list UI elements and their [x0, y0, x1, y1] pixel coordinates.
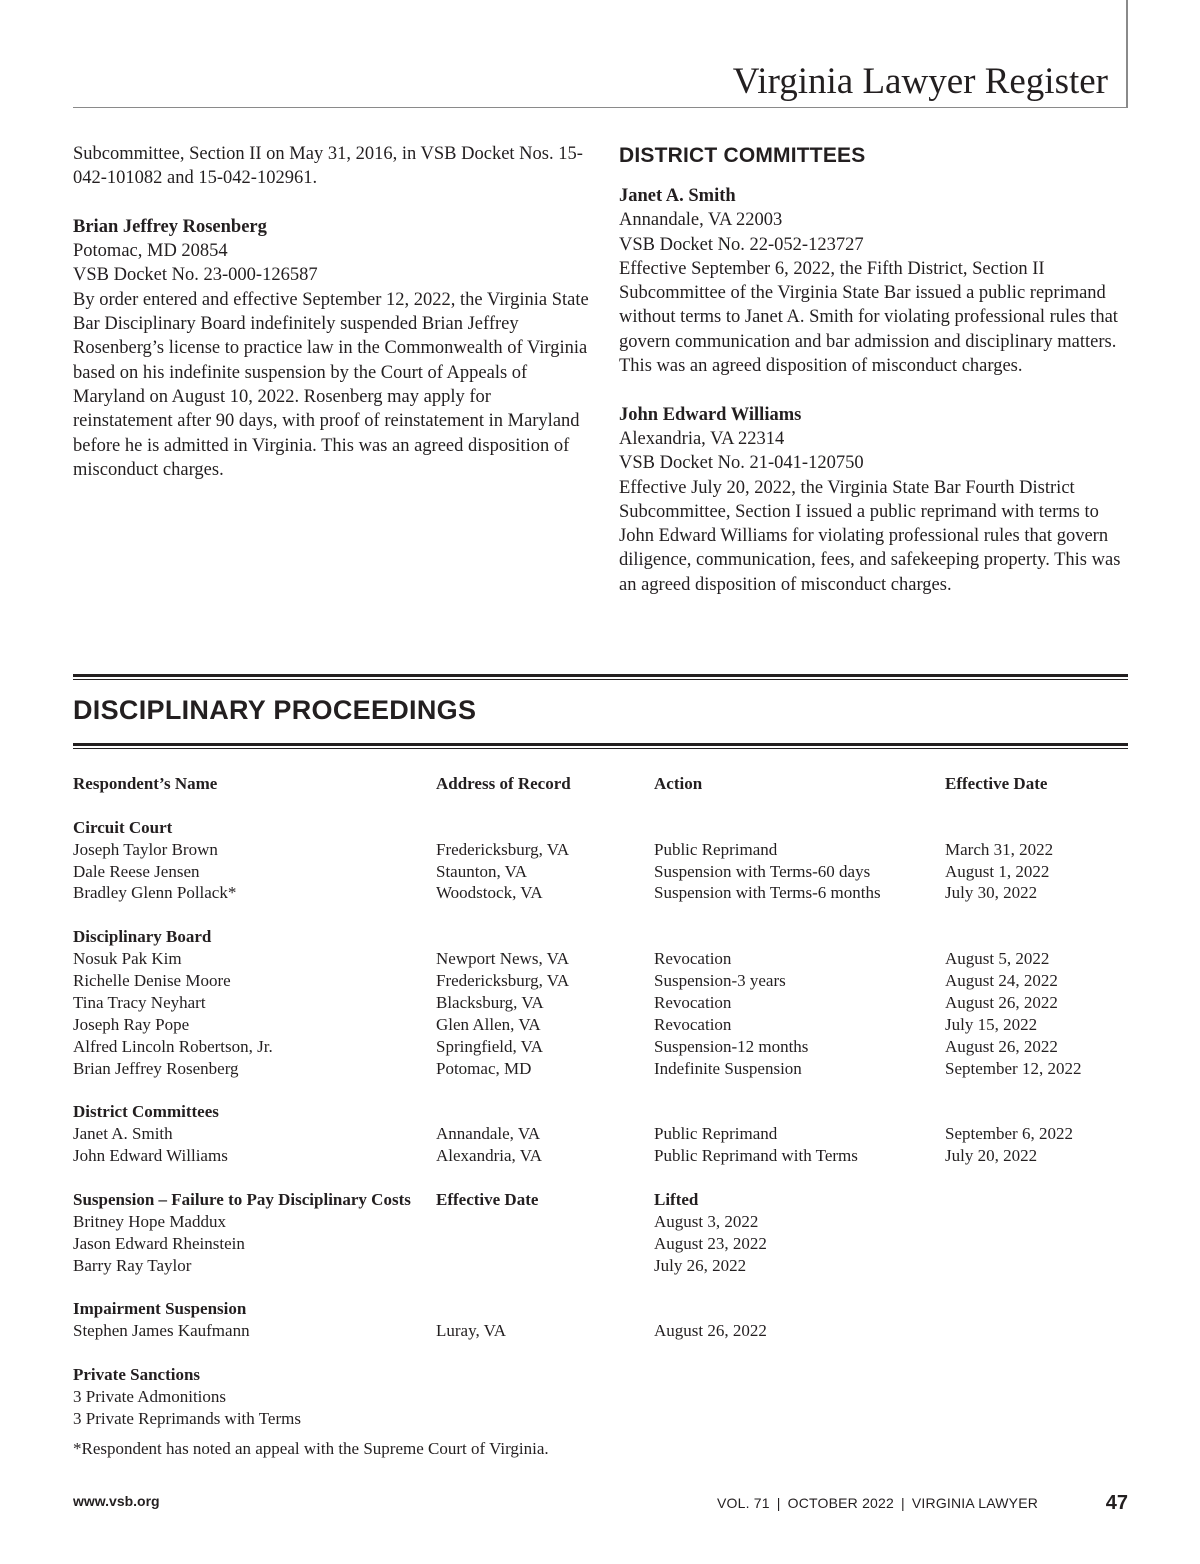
action: Suspension with Terms-6 months — [654, 883, 881, 903]
effective-date: August 5, 2022 — [945, 949, 1050, 969]
proceedings-heading: DISCIPLINARY PROCEEDINGS — [73, 695, 477, 725]
lifted-date: August 3, 2022 — [654, 1211, 759, 1231]
action: Revocation — [654, 992, 732, 1012]
entry-name: Brian Jeffrey Rosenberg — [73, 216, 267, 237]
entry-name: John Edward Williams — [619, 404, 802, 425]
effective-date: July 15, 2022 — [945, 1014, 1038, 1034]
address: Blacksburg, VA — [436, 992, 544, 1012]
district-committees-heading: DISTRICT COMMITTEES — [619, 144, 866, 167]
address: Woodstock, VA — [436, 883, 543, 903]
footer-separator: | — [776, 1495, 781, 1511]
group-label: Disciplinary Board — [73, 927, 212, 947]
left-column — [73, 142, 593, 482]
footnote: *Respondent has noted an appeal with the Supreme Court of Virginia. — [73, 1439, 549, 1458]
group-heading — [73, 1189, 1128, 1211]
page-number: 47 — [1105, 1492, 1128, 1514]
respondent-name: Dale Reese Jensen — [73, 861, 200, 881]
action: Public Reprimand — [654, 839, 778, 859]
group-heading — [73, 1298, 1128, 1320]
entry-body: By order entered and effective September 12, 2022, the Virginia State Bar Disciplinary Board indefinitely suspended Brian Jeffrey Rosenberg’s license to practice law in the Commonwealth of Virginia based on his indefinite suspension by the Court of Appeals of Maryland on August 10, 2022. Rosenberg may apply for reinstatement after 90 days, with proof of reinstatement in Maryland before he is admitted in Virginia. This was an agreed disposition of misconduct charges. — [73, 289, 589, 480]
footer-publication-info — [717, 1495, 1038, 1511]
header-rule — [73, 107, 1128, 108]
group-label: Suspension – Failure to Pay Disciplinary Costs — [73, 1189, 411, 1209]
respondent-name: Tina Tracy Neyhart — [73, 992, 206, 1012]
section-divider — [73, 743, 1128, 749]
group-heading — [73, 817, 1128, 839]
column-header: Action — [654, 774, 703, 793]
footer-issue: OCTOBER 2022 — [787, 1495, 895, 1511]
table-row — [73, 1211, 1128, 1233]
address: Glen Allen, VA — [436, 1014, 541, 1034]
table-row — [73, 1058, 1128, 1080]
proceedings-table — [73, 773, 1128, 1430]
entry-location: Potomac, MD 20854 — [73, 241, 228, 262]
table-row — [73, 839, 1128, 861]
address: Fredericksburg, VA — [436, 839, 570, 859]
effective-date: September 6, 2022 — [945, 1124, 1073, 1144]
respondent-name: Nosuk Pak Kim — [73, 949, 182, 969]
footer-separator: | — [901, 1495, 905, 1511]
table-row — [73, 1255, 1128, 1277]
page-title: Virginia Lawyer Register — [732, 61, 1108, 102]
address: Luray, VA — [436, 1321, 507, 1341]
action: Indefinite Suspension — [654, 1058, 802, 1078]
respondent-name: Barry Ray Taylor — [73, 1255, 192, 1275]
respondent-name: Britney Hope Maddux — [73, 1211, 226, 1231]
entry-body: Effective July 20, 2022, the Virginia State Bar Fourth District Subcommittee, Section I issued a public reprimand with terms to John Edward Williams for violating professional rules that govern diligence, communication, fees, and safekeeping property. This was an agreed disposition of misconduct charges. — [619, 477, 1121, 595]
group-label: District Committees — [73, 1102, 219, 1122]
effective-date: August 26, 2022 — [945, 1036, 1058, 1056]
sanction-count: 3 Private Reprimands with Terms — [73, 1408, 301, 1428]
list-item — [73, 1386, 1128, 1408]
respondent-name: Stephen James Kaufmann — [73, 1321, 250, 1341]
action: Revocation — [654, 1014, 732, 1034]
entry-location: Alexandria, VA 22314 — [619, 428, 785, 449]
effective-date: September 12, 2022 — [945, 1058, 1082, 1078]
effective-date: July 30, 2022 — [945, 883, 1038, 903]
action: Revocation — [654, 949, 732, 969]
address: Newport News, VA — [436, 949, 570, 969]
column-header: Respondent’s Name — [73, 774, 218, 793]
table-row — [73, 948, 1128, 970]
header-vertical-rule — [1126, 0, 1128, 108]
section-divider — [73, 674, 1128, 680]
group-label: Circuit Court — [73, 817, 173, 837]
column-header: Lifted — [654, 1189, 699, 1209]
address: Staunton, VA — [436, 861, 528, 881]
entry-docket: VSB Docket No. 23-000-126587 — [73, 265, 318, 286]
effective-date: August 24, 2022 — [945, 971, 1058, 991]
action: Public Reprimand with Terms — [654, 1146, 858, 1166]
respondent-name: Joseph Taylor Brown — [73, 839, 218, 859]
column-header: Effective Date — [436, 1189, 539, 1209]
entry-docket: VSB Docket No. 21-041-120750 — [619, 453, 864, 474]
entry-body: Effective September 6, 2022, the Fifth District, Section II Subcommittee of the Virginia State Bar issued a public reprimand without terms to Janet A. Smith for violating professional rules that govern communication and bar admission and disciplinary matters. This was an agreed disposition of misconduct charges. — [619, 258, 1118, 377]
action: Public Reprimand — [654, 1124, 778, 1144]
respondent-name: Janet A. Smith — [73, 1124, 173, 1144]
right-column — [619, 142, 1129, 597]
column-header: Address of Record — [436, 774, 571, 793]
respondent-name: Bradley Glenn Pollack* — [73, 883, 237, 903]
table-row — [73, 882, 1128, 904]
respondent-name: Joseph Ray Pope — [73, 1014, 190, 1034]
group-label: Private Sanctions — [73, 1365, 201, 1385]
table-row — [73, 861, 1128, 883]
address: Potomac, MD — [436, 1058, 532, 1078]
action: Suspension-12 months — [654, 1036, 809, 1056]
respondent-name: Richelle Denise Moore — [73, 971, 231, 991]
footer-publication: VIRGINIA LAWYER — [911, 1495, 1039, 1511]
table-row — [73, 992, 1128, 1014]
action: Suspension-3 years — [654, 971, 786, 991]
group-label: Impairment Suspension — [73, 1299, 247, 1319]
group-heading — [73, 1364, 1128, 1386]
effective-date: August 26, 2022 — [945, 992, 1058, 1012]
table-row — [73, 1123, 1128, 1145]
lifted-date: August 23, 2022 — [654, 1233, 767, 1253]
effective-date: August 26, 2022 — [654, 1321, 767, 1341]
continuation-paragraph: Subcommittee, Section II on May 31, 2016, in VSB Docket Nos. 15-042-101082 and 15-042-102961. — [73, 144, 583, 189]
address: Fredericksburg, VA — [436, 971, 570, 991]
respondent-name: Alfred Lincoln Robertson, Jr. — [73, 1036, 273, 1056]
list-item — [73, 1408, 1128, 1430]
table-row — [73, 1036, 1128, 1058]
respondent-name: John Edward Williams — [73, 1146, 228, 1166]
entry-name: Janet A. Smith — [619, 186, 736, 206]
respondent-name: Jason Edward Rheinstein — [73, 1233, 245, 1253]
table-row — [73, 970, 1128, 992]
address: Annandale, VA — [436, 1124, 541, 1144]
respondent-name: Brian Jeffrey Rosenberg — [73, 1058, 239, 1078]
table-row — [73, 1145, 1128, 1167]
footer-url[interactable]: www.vsb.org — [73, 1493, 160, 1509]
group-heading — [73, 1101, 1128, 1123]
table-row — [73, 1233, 1128, 1255]
group-heading — [73, 926, 1128, 948]
footer-volume: VOL. 71 — [717, 1495, 770, 1511]
effective-date: August 1, 2022 — [945, 861, 1050, 881]
address: Alexandria, VA — [436, 1146, 543, 1166]
address: Springfield, VA — [436, 1036, 544, 1056]
column-header: Effective Date — [945, 774, 1048, 793]
table-row — [73, 1320, 1128, 1342]
action: Suspension with Terms-60 days — [654, 861, 871, 881]
table-row — [73, 1014, 1128, 1036]
lifted-date: July 26, 2022 — [654, 1255, 747, 1275]
sanction-count: 3 Private Admonitions — [73, 1386, 226, 1406]
table-header-row — [73, 773, 1128, 795]
effective-date: March 31, 2022 — [945, 839, 1054, 859]
entry-location: Annandale, VA 22003 — [619, 210, 783, 231]
effective-date: July 20, 2022 — [945, 1146, 1038, 1166]
entry-docket: VSB Docket No. 22-052-123727 — [619, 234, 864, 255]
